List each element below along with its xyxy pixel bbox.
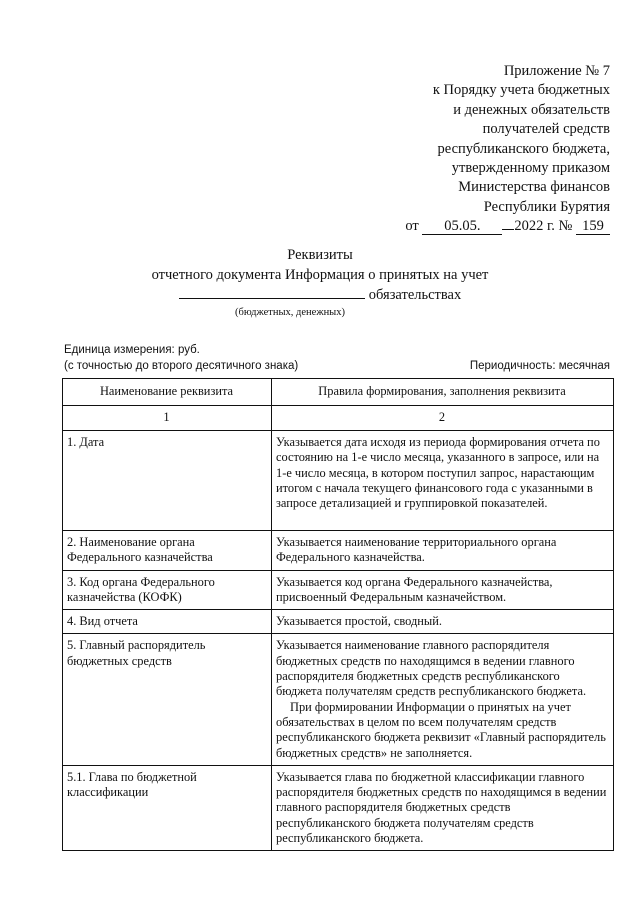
col-number: 2 [272,406,614,431]
header-rule: Правила формирования, заполнения реквизита [272,379,614,406]
title-hint: (бюджетных, денежных) [235,306,345,318]
requisite-rule [272,634,614,765]
precision-note: (с точностью до второго десятичного знака) [64,359,299,372]
periodicity: Периодичность: месячная [469,359,610,372]
requisite-name: 5. Главный распорядитель бюджетных средств [63,634,272,765]
appendix-line: республиканского бюджета, [437,140,610,157]
appendix-date-line [405,217,610,236]
table-row [63,431,614,531]
appendix-line: получателей средств [482,121,610,138]
table-row [63,531,614,571]
requisite-rule [272,570,614,610]
col-number: 1 [63,406,272,431]
year-suffix: 2022 г. № [514,218,573,235]
requisites-table [62,378,614,851]
header-name: Наименование реквизита [63,379,272,406]
order-date: 05.05. [422,218,502,235]
obligation-type-blank [179,285,365,299]
requisite-name: 2. Наименование органа Федерального казначейства [63,531,272,571]
order-number: 159 [576,218,610,235]
rule-paragraph: Указывается простой, сводный. [276,614,442,629]
appendix-line: Приложение № 7 [503,63,610,79]
rule-paragraph: Указывается глава по бюджетной классификации главного распорядителя бюджетных средств по находящимся в ведении главного распорядителя бюджетных средств республиканского бюджета получателям средств республиканского бюджета. [276,769,607,846]
rule-paragraph: Указывается наименование главного распорядителя бюджетных средств по находящимся в ведении главного распорядителя бюджетных средств республиканского бюджета получателям средств республиканского бюджета. [276,638,587,699]
requisite-name: 1. Дата [63,431,272,531]
requisite-rule [272,431,614,531]
appendix-line: и денежных обязательств [453,101,610,118]
rule-paragraph: Указывается код органа Федерального казначейства, присвоенный Федеральным казначейством. [276,574,553,604]
table-row [63,610,614,634]
title-line-2: отчетного документа Информация о принятых на учет [151,266,489,283]
column-number-row [63,406,614,431]
measure-unit: Единица измерения: руб. [64,344,200,356]
document-title [0,246,640,319]
requisite-rule [272,610,614,634]
appendix-line: утвержденному приказом [451,160,610,177]
appendix-line: Министерства финансов [458,179,610,196]
table-header-row [63,379,614,406]
rule-paragraph: При формировании Информации о принятых на учет обязательствах в целом по всем получателям средств республиканского бюджета реквизит «Главный распорядитель бюджетных средств» не заполняется. [276,699,606,760]
appendix-line: к Порядку учета бюджетных [432,82,610,99]
title-line-1: Реквизиты [287,247,353,263]
rule-paragraph: Указывается дата исходя из периода формирования отчета по состоянию на 1-е число месяца, указанного в запросе, или на 1-е число месяца, в котором поступил запрос, нарастающим итогом с начала текущего финансового года с указанными в запросе детализацией и группировкой показателей. [276,435,600,511]
date-prefix: от [405,218,419,235]
table-row [63,634,614,765]
units-row [64,359,610,375]
requisite-rule [272,765,614,850]
requisite-name: 4. Вид отчета [63,610,272,634]
table-row [63,765,614,850]
requisite-name: 5.1. Глава по бюджетной классификации [63,765,272,850]
requisite-rule [272,531,614,571]
table-row [63,570,614,610]
requisite-name: 3. Код органа Федерального казначейства (КОФК) [63,570,272,610]
rule-paragraph: Указывается наименование территориального органа Федерального казначейства. [276,535,557,565]
units-block [64,343,610,374]
appendix-line: Республики Бурятия [483,198,610,215]
title-line-3 [0,285,640,306]
date-underline-gap [502,229,514,230]
appendix-block [405,62,610,237]
title-suffix: обязательствах [368,287,462,303]
